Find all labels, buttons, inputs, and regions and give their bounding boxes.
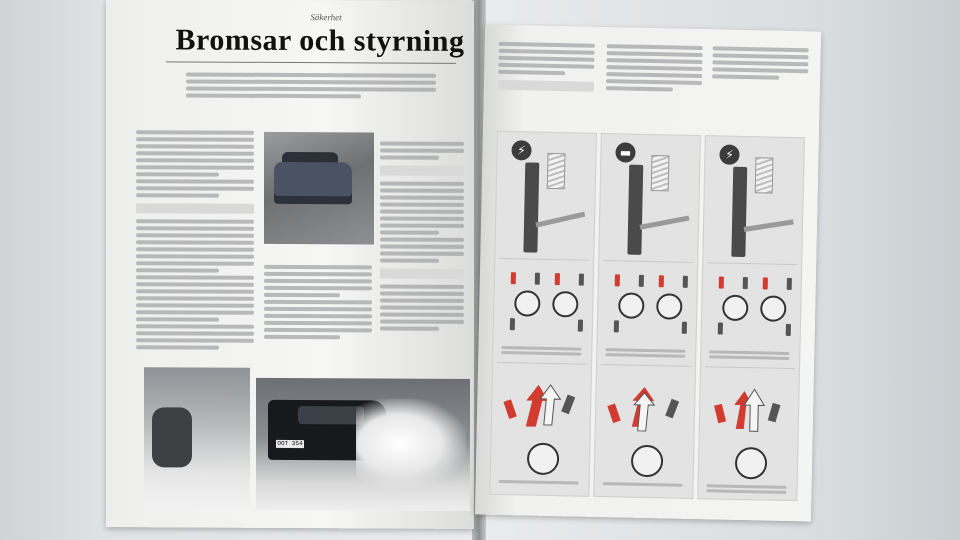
direction-arrows [501, 380, 582, 442]
tire-smoke-photo [144, 367, 250, 510]
direction-arrows [605, 382, 686, 444]
title-divider [166, 61, 456, 64]
direction-arrows [709, 384, 790, 446]
text-column-r1 [498, 39, 595, 98]
car-burnout-photo [256, 378, 470, 511]
diagram-panel-2 [593, 133, 701, 499]
car-cornering-photo [264, 132, 374, 245]
lead-paragraph [186, 69, 436, 101]
right-page [475, 25, 821, 522]
text-column-2 [264, 262, 372, 343]
subheading [380, 165, 464, 175]
text-column-1 [136, 127, 254, 353]
license-plate: OOT 354 [277, 439, 303, 448]
text-column-r2 [606, 41, 703, 95]
subheading [136, 203, 254, 214]
steer-icon: ⚡ [719, 144, 739, 164]
diagram-panel-3 [697, 135, 805, 501]
text-column-3 [380, 138, 464, 333]
subheading [498, 80, 594, 92]
skid-icon: ⚡ [511, 140, 531, 160]
left-page [106, 0, 474, 529]
open-magazine [96, 0, 818, 540]
section-label: Säkerhet [310, 12, 342, 23]
subheading [380, 268, 464, 278]
drive-icon: ▬ [615, 142, 635, 162]
article-title: Bromsar och styrning [175, 23, 465, 58]
diagram-panel-1 [489, 131, 597, 497]
text-column-r3 [712, 43, 809, 83]
